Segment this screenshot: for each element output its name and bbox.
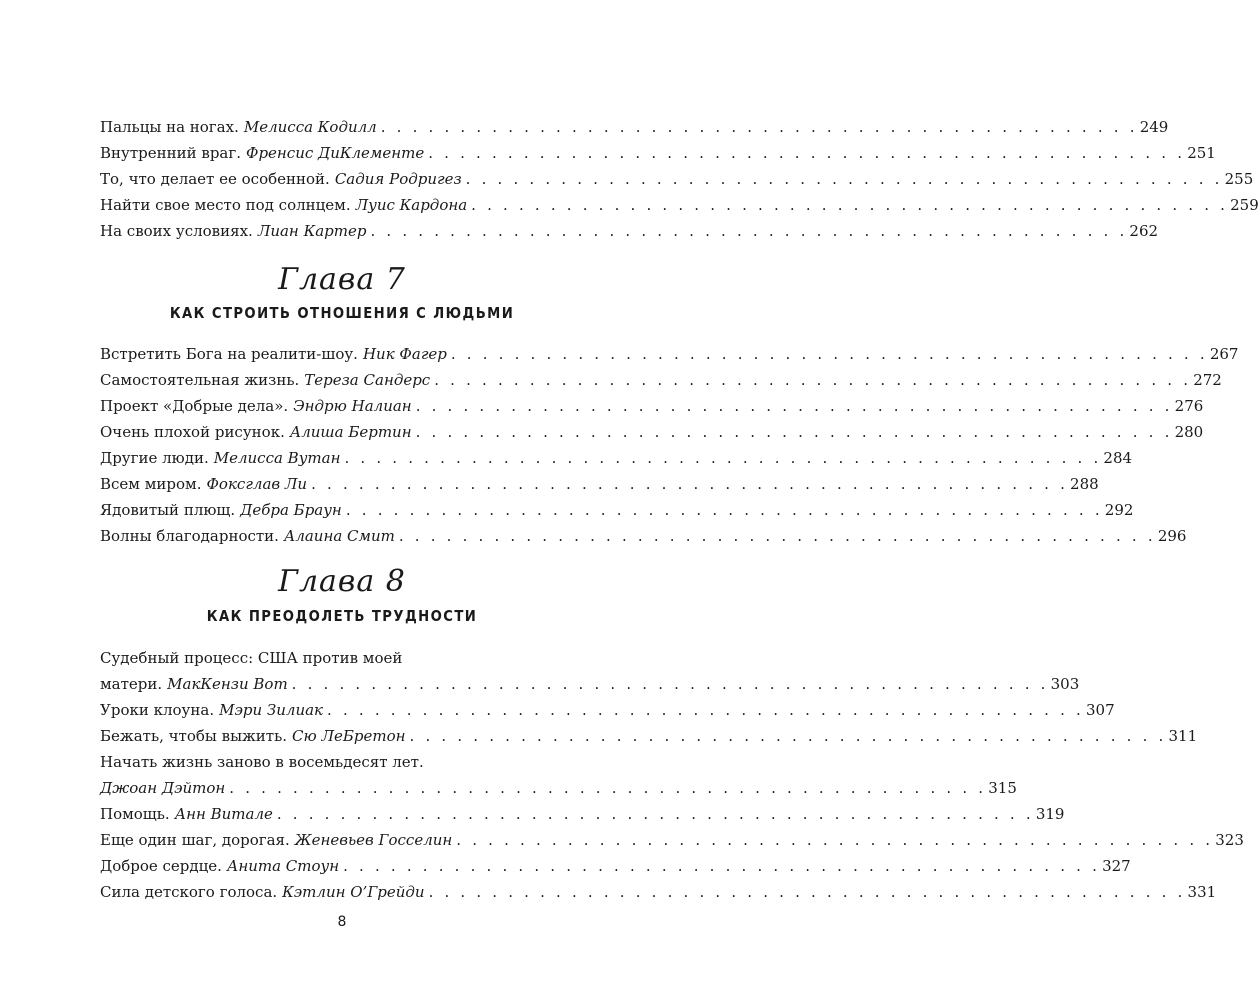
toc-entry bbox=[100, 879, 1217, 905]
entry-author: Эндрю Налиан bbox=[293, 397, 412, 415]
toc-entry bbox=[100, 853, 1131, 879]
entry-title: Волны благодарности. bbox=[100, 527, 279, 545]
entry-title: Проект «Добрые дела». bbox=[100, 397, 289, 415]
entry-page: 262 bbox=[1129, 222, 1159, 240]
toc-entry bbox=[100, 218, 1159, 244]
entry-title: Пальцы на ногах. bbox=[100, 118, 239, 136]
entry-page: 259 bbox=[1230, 196, 1259, 214]
entry-title: Еще один шаг, дорогая. bbox=[100, 831, 290, 849]
toc-entry bbox=[100, 140, 1216, 166]
toc-entry bbox=[100, 697, 1115, 723]
entry-author: Ник Фагер bbox=[362, 345, 447, 363]
chapter-8-label: Глава 8 bbox=[278, 564, 406, 599]
toc-entry bbox=[100, 166, 1254, 192]
toc-entry bbox=[100, 723, 1198, 749]
entry-page: 280 bbox=[1174, 423, 1204, 441]
toc-entry bbox=[100, 367, 1222, 393]
toc-page bbox=[100, 0, 1259, 1000]
entry-page: 327 bbox=[1102, 857, 1131, 875]
toc-entry bbox=[100, 497, 1134, 523]
entry-title: Сила детского голоса. bbox=[100, 883, 278, 901]
entry-author: Мэри Зилиак bbox=[219, 701, 324, 719]
toc-entry bbox=[100, 801, 1065, 827]
dot-leader: . . . . . . . . . . . . . . . . . . . . . . . . . . . . . . . . . . . . . . . . . . . . . . . . bbox=[344, 449, 1102, 467]
toc-entry bbox=[100, 341, 1239, 367]
entry-author: Алаина Смит bbox=[283, 527, 395, 545]
entry-page: 331 bbox=[1187, 883, 1217, 901]
toc-list-chapter-8 bbox=[100, 645, 1244, 905]
entry-title-line1: Начать жизнь заново в восемьдесят лет. bbox=[100, 753, 424, 771]
entry-title: Встретить Бога на реалити-шоу. bbox=[100, 345, 358, 363]
dot-leader: . . . . . . . . . . . . . . . . . . . . . . . . . . . . . . . . . . . . . . . . . . . . . . . . bbox=[311, 475, 1069, 493]
chapter-7-title: КАК СТРОИТЬ ОТНОШЕНИЯ С ЛЮДЬМИ bbox=[169, 304, 515, 322]
entry-page: 315 bbox=[988, 779, 1017, 797]
entry-page: 249 bbox=[1139, 118, 1169, 136]
entry-author: Анита Стоун bbox=[226, 857, 340, 875]
entry-title: Внутренний враг. bbox=[100, 144, 241, 162]
entry-author: Луис Кардона bbox=[355, 196, 468, 214]
dot-leader: . . . . . . . . . . . . . . . . . . . . . . . . . . . . . . . . . . . . . . . . . . . . . . . . bbox=[428, 144, 1186, 162]
entry-page: 251 bbox=[1187, 144, 1216, 162]
chapter-7-label: Глава 7 bbox=[278, 262, 406, 297]
entry-title: На своих условиях. bbox=[100, 222, 253, 240]
entry-title: То, что делает ее особенной. bbox=[100, 170, 330, 188]
entry-author: Фоксглав Ли bbox=[206, 475, 308, 493]
entry-page: 284 bbox=[1103, 449, 1133, 467]
entry-author: Садия Родригез bbox=[334, 170, 462, 188]
entry-author: Женевьев Госселин bbox=[294, 831, 453, 849]
toc-entry bbox=[100, 749, 1017, 801]
entry-author: Дебра Браун bbox=[240, 501, 342, 519]
entry-title: Помощь. bbox=[100, 805, 170, 823]
entry-page: 288 bbox=[1070, 475, 1099, 493]
entry-author: МакКензи Вот bbox=[167, 675, 288, 693]
toc-entry bbox=[100, 445, 1133, 471]
dot-leader: . . . . . . . . . . . . . . . . . . . . . . . . . . . . . . . . . . . . . . . . . . . . . . . . bbox=[345, 501, 1103, 519]
entry-title-line2: матери. bbox=[100, 675, 163, 693]
dot-leader: . . . . . . . . . . . . . . . . . . . . . . . . . . . . . . . . . . . . . . . . . . . . . . . . bbox=[434, 371, 1192, 389]
entry-page: 296 bbox=[1157, 527, 1187, 545]
entry-author: Алиша Бертин bbox=[289, 423, 412, 441]
dot-leader: . . . . . . . . . . . . . . . . . . . . . . . . . . . . . . . . . . . . . . . . . . . . . . . . bbox=[343, 857, 1101, 875]
entry-page: 323 bbox=[1215, 831, 1244, 849]
toc-entry bbox=[100, 419, 1204, 445]
entry-title: Самостоятельная жизнь. bbox=[100, 371, 300, 389]
dot-leader: . . . . . . . . . . . . . . . . . . . . . . . . . . . . . . . . . . . . . . . . . . . . . . . . bbox=[370, 222, 1128, 240]
toc-entry bbox=[100, 192, 1259, 218]
entry-page: 319 bbox=[1035, 805, 1065, 823]
dot-leader: . . . . . . . . . . . . . . . . . . . . . . . . . . . . . . . . . . . . . . . . . . . . . . . . bbox=[450, 345, 1208, 363]
entry-title: Очень плохой рисунок. bbox=[100, 423, 285, 441]
entry-title: Доброе сердце. bbox=[100, 857, 222, 875]
entry-author: Лиан Картер bbox=[257, 222, 367, 240]
entry-title-line1: Судебный процесс: США против моей bbox=[100, 649, 403, 667]
dot-leader: . . . . . . . . . . . . . . . . . . . . . . . . . . . . . . . . . . . . . . . . . . . . . . . . bbox=[456, 831, 1214, 849]
entry-author: Мелисса Вутан bbox=[213, 449, 341, 467]
dot-leader: . . . . . . . . . . . . . . . . . . . . . . . . . . . . . . . . . . . . . . . . . . . . . . . . bbox=[471, 196, 1229, 214]
dot-leader: . . . . . . . . . . . . . . . . . . . . . . . . . . . . . . . . . . . . . . . . . . . . . . . . bbox=[291, 675, 1049, 693]
entry-author: Анн Витале bbox=[174, 805, 273, 823]
entry-page: 292 bbox=[1104, 501, 1134, 519]
entry-author: Мелисса Кодилл bbox=[243, 118, 377, 136]
toc-entry bbox=[100, 471, 1099, 497]
toc-entry bbox=[100, 827, 1244, 853]
dot-leader: . . . . . . . . . . . . . . . . . . . . . . . . . . . . . . . . . . . . . . . . . . . . . . . . bbox=[276, 805, 1034, 823]
entry-author: Джоан Дэйтон bbox=[100, 779, 226, 797]
entry-title: Уроки клоуна. bbox=[100, 701, 215, 719]
dot-leader: . . . . . . . . . . . . . . . . . . . . . . . . . . . . . . . . . . . . . . . . . . . . . . . . bbox=[380, 118, 1138, 136]
chapter-8-title: КАК ПРЕОДОЛЕТЬ ТРУДНОСТИ bbox=[206, 607, 478, 625]
entry-author: Тереза Сандерс bbox=[304, 371, 431, 389]
entry-title: Ядовитый плющ. bbox=[100, 501, 236, 519]
page-number: 8 bbox=[337, 914, 347, 930]
dot-leader: . . . . . . . . . . . . . . . . . . . . . . . . . . . . . . . . . . . . . . . . . . . . . . . . bbox=[409, 727, 1167, 745]
entry-page: 267 bbox=[1209, 345, 1239, 363]
dot-leader: . . . . . . . . . . . . . . . . . . . . . . . . . . . . . . . . . . . . . . . . . . . . . . . . bbox=[415, 397, 1173, 415]
dot-leader: . . . . . . . . . . . . . . . . . . . . . . . . . . . . . . . . . . . . . . . . . . . . . . . . bbox=[229, 779, 987, 797]
toc-entry bbox=[100, 523, 1187, 549]
entry-title: Найти свое место под солнцем. bbox=[100, 196, 351, 214]
entry-title: Всем миром. bbox=[100, 475, 202, 493]
entry-title: Бежать, чтобы выжить. bbox=[100, 727, 288, 745]
entry-page: 272 bbox=[1193, 371, 1222, 389]
entry-page: 255 bbox=[1224, 170, 1254, 188]
toc-list-chapter-7 bbox=[100, 341, 1239, 549]
entry-title: Другие люди. bbox=[100, 449, 209, 467]
dot-leader: . . . . . . . . . . . . . . . . . . . . . . . . . . . . . . . . . . . . . . . . . . . . . . . . bbox=[415, 423, 1173, 441]
toc-entry bbox=[100, 114, 1169, 140]
toc-entry bbox=[100, 645, 1080, 697]
dot-leader: . . . . . . . . . . . . . . . . . . . . . . . . . . . . . . . . . . . . . . . . . . . . . . . . bbox=[465, 170, 1223, 188]
entry-author: Кэтлин О’Грейди bbox=[282, 883, 425, 901]
entry-author: Сю ЛеБретон bbox=[292, 727, 406, 745]
dot-leader: . . . . . . . . . . . . . . . . . . . . . . . . . . . . . . . . . . . . . . . . . . . . . . . . bbox=[398, 527, 1156, 545]
entry-page: 303 bbox=[1050, 675, 1080, 693]
toc-entry bbox=[100, 393, 1204, 419]
toc-list-top bbox=[100, 114, 1259, 244]
dot-leader: . . . . . . . . . . . . . . . . . . . . . . . . . . . . . . . . . . . . . . . . . . . . . . . . bbox=[428, 883, 1186, 901]
entry-page: 307 bbox=[1085, 701, 1115, 719]
entry-page: 311 bbox=[1168, 727, 1198, 745]
dot-leader: . . . . . . . . . . . . . . . . . . . . . . . . . . . . . . . . . . . . . . . . . . . . . . . . bbox=[327, 701, 1084, 719]
entry-page: 276 bbox=[1174, 397, 1204, 415]
entry-author: Френсис ДиКлементе bbox=[246, 144, 425, 162]
